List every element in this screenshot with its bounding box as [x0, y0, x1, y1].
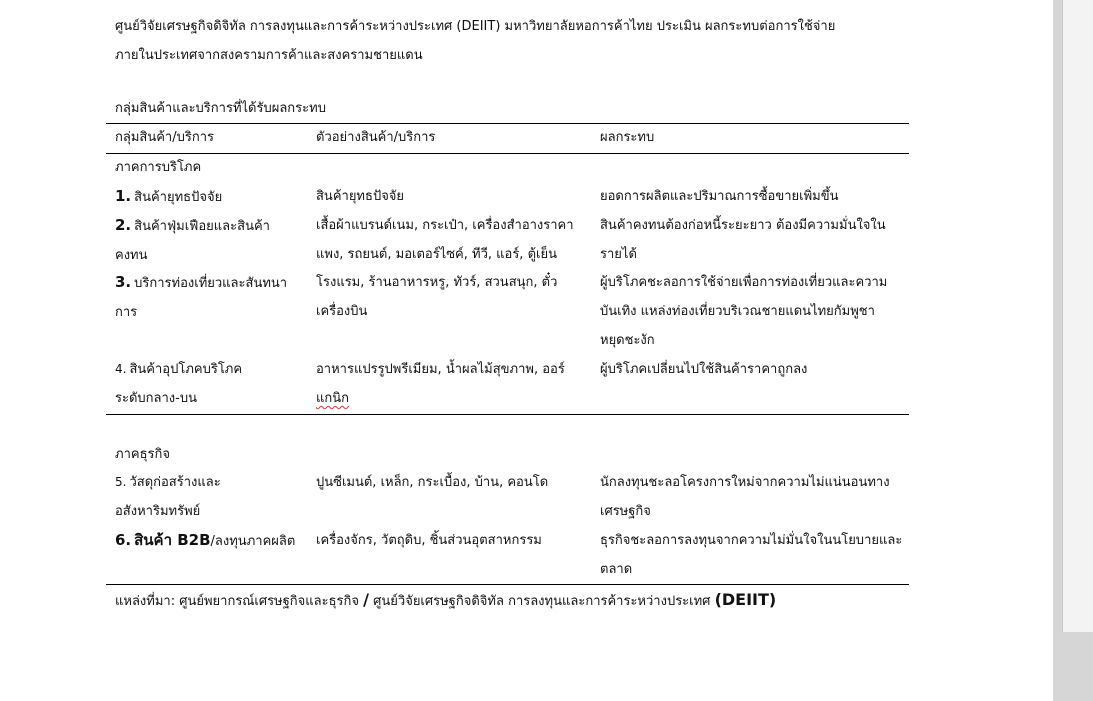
source-note: แหล่งที่มา: ศูนย์พยากรณ์เศรษฐกิจและธุรกิจ / ศูนย์วิจัยเศรษฐกิจดิจิทัล การลงทุนและการค้าระหว่างประเทศ (DEIIT): [115, 590, 777, 609]
row-6-impact: ธุรกิจชะลอการลงทุนจากความไม่มั่นใจในนโยบายและ ตลาด: [600, 533, 903, 577]
row-3-examples: โรงแรม, ร้านอาหารหรู, ทัวร์, สวนสนุก, ตั๋ว เครื่องบิน: [316, 275, 558, 319]
row-1-examples: สินค้ายุทธปัจจัย: [316, 189, 405, 204]
row-6-examples: เครื่องจักร, วัตถุดิบ, ชิ้นส่วนอุตสาหกรรม: [316, 533, 542, 548]
row-3-impact: ผู้บริโภคชะลอการใช้จ่ายเพื่อการท่องเที่ยวและความ บันเทิง แหล่งท่องเที่ยวบริเวณชายแดนไทยกัมพูชา หยุดชะงัก: [600, 275, 888, 348]
header-examples: ตัวอย่างสินค้า/บริการ: [316, 130, 436, 145]
row-5-number: 5.: [115, 475, 127, 489]
row-3-group: 3. บริการท่องเที่ยวและสันทนา การ: [115, 273, 288, 320]
row-2-impact: สินค้าคงทนต้องก่อหนี้ระยะยาว ต้องมีความมั่นใจใน รายได้: [600, 218, 886, 262]
row-2-examples: เสื้อผ้าแบรนด์เนม, กระเป๋า, เครื่องสำอางราคา แพง, รถยนต์, มอเตอร์ไซค์, ทีวี, แอร์, ตู้เย็น: [316, 218, 574, 262]
section-business: ภาคธุรกิจ: [115, 447, 170, 462]
header-group: กลุ่มสินค้า/บริการ: [115, 130, 214, 145]
row-6-group: 6. สินค้า B2B/ลงทุนภาคผลิต: [115, 531, 296, 549]
row-4-impact: ผู้บริโภคเปลี่ยนไปใช้สินค้าราคาถูกลง: [600, 362, 808, 377]
vertical-scrollbar-thumb[interactable]: [1062, 0, 1093, 632]
section-consumer: ภาคการบริโภค: [115, 160, 202, 175]
row-1-number: 1.: [115, 187, 132, 205]
row-4-group: 4. สินค้าอุปโภคบริโภค ระดับกลาง-บน: [115, 362, 243, 406]
row-4-number: 4.: [115, 362, 127, 376]
table-title: กลุ่มสินค้าและบริการที่ได้รับผลกระทบ: [115, 101, 326, 116]
intro-paragraph: [115, 12, 915, 70]
row-1-group: 1. สินค้ายุทธปัจจัย: [115, 187, 223, 205]
row-2-group: 2. สินค้าฟุ่มเฟือยและสินค้า คงทน: [115, 216, 270, 263]
row-5-impact: นักลงทุนชะลอโครงการใหม่จากความไม่แน่นอนทาง เศรษฐกิจ: [600, 475, 890, 519]
row-1-impact: ยอดการผลิตและปริมาณการซื้อขายเพิ่มขึ้น: [600, 189, 839, 204]
row-4-examples: อาหารแปรรูปพรีเมียม, น้ำผลไม้สุขภาพ, ออร์ แกนิก: [316, 362, 565, 406]
row-3-number: 3.: [115, 273, 132, 291]
row-5-examples: ปูนซีเมนต์, เหล็ก, กระเบื้อง, บ้าน, คอนโด: [316, 475, 549, 490]
intro-line-2: ภายในประเทศจากสงครามการค้าและสงครามชายแดน: [115, 48, 423, 63]
intro-line-1: ศูนย์วิจัยเศรษฐกิจดิจิทัล การลงทุนและการค้าระหว่างประเทศ (DEIIT) มหาวิทยาลัยหอการค้าไทย ประเมิน ผลกระทบต่อการใช้จ่าย: [115, 19, 836, 34]
header-impact: ผลกระทบ: [600, 130, 655, 145]
row-2-number: 2.: [115, 216, 132, 234]
row-6-number: 6.: [115, 531, 132, 549]
consumer-bottom-rule: [106, 414, 909, 415]
row-5-group: 5. วัสดุก่อสร้างและ อสังหาริมทรัพย์: [115, 475, 221, 519]
